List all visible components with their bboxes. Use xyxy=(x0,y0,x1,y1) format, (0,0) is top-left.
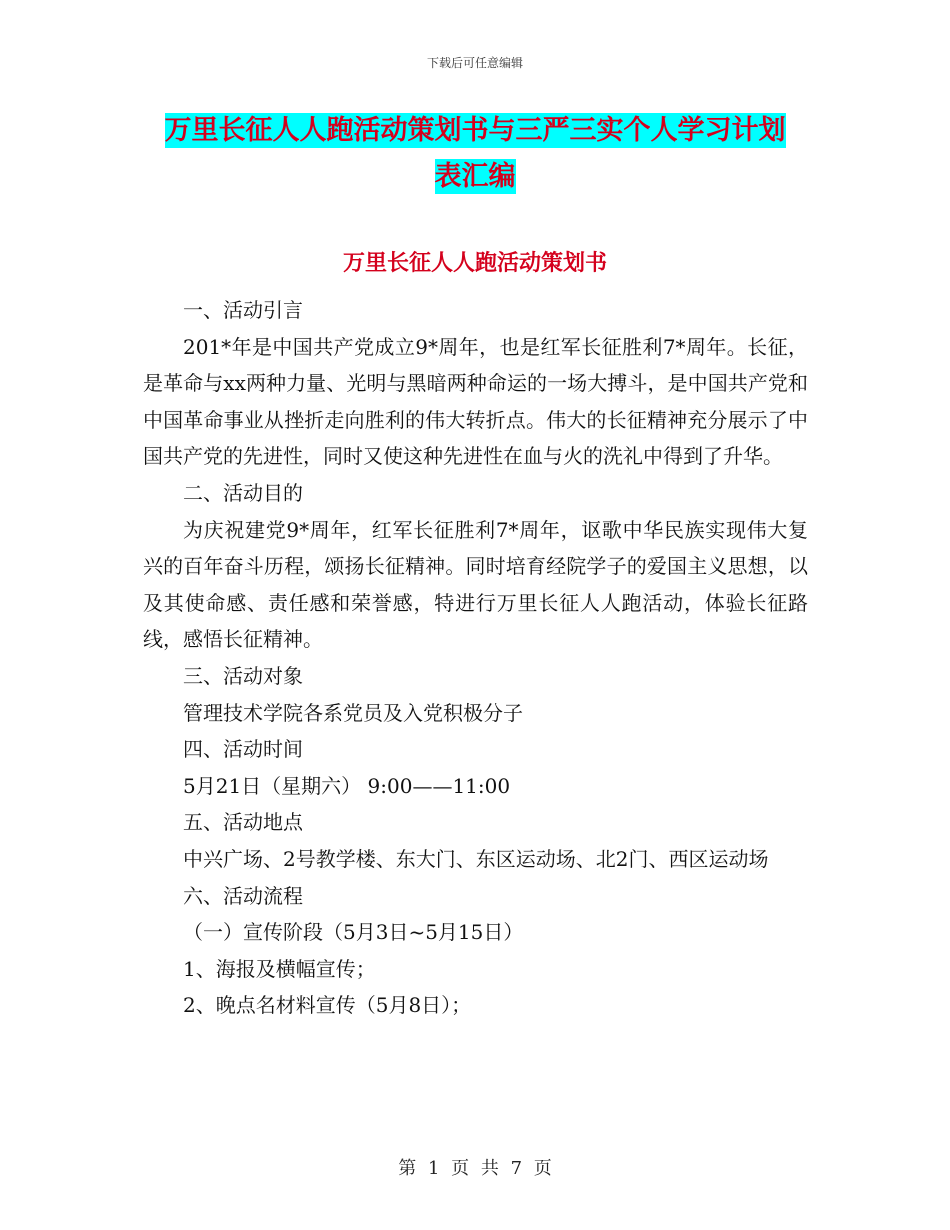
heading-time: 四、活动时间 xyxy=(183,737,303,762)
paragraph-stage-one: （一）宣传阶段（5月3日~5月15日） xyxy=(183,920,524,945)
document-title-line2: 表汇编 xyxy=(434,161,516,192)
paragraph-introduction: 201*年是中国共产党成立9*周年，也是红军长征胜利7*周年。长征，是革命与xx两种力量、光明与黑暗两种命运的一场大搏斗，是中国共产党和中国革命事业从挫折走向胜利的伟大转折点。伟大的长征精神充分展示了中国共产党的先进性，同时又使这种先进性在血与火的洗礼中得到了升华。 xyxy=(143,334,808,469)
paragraph-step-1: 1、海报及横幅宣传； xyxy=(183,956,376,981)
heading-location: 五、活动地点 xyxy=(183,810,303,835)
header-note: 下载后可任意编辑 xyxy=(426,56,523,70)
paragraph-step-2: 2、晚点名材料宣传（5月8日）； xyxy=(183,993,472,1018)
document-title-line1: 万里长征人人跑活动策划书与三严三实个人学习计划 xyxy=(164,115,786,146)
section-title: 万里长征人人跑活动策划书 xyxy=(342,251,607,276)
paragraph-location: 中兴广场、2号教学楼、东大门、东区运动场、北2门、西区运动场 xyxy=(183,846,769,871)
document-title xyxy=(140,108,810,200)
heading-purpose: 二、活动目的 xyxy=(183,480,303,505)
paragraph-time: 5月21日（星期六） 9:00——11:00 xyxy=(183,773,511,798)
page-footer: 第 1 页 共 7 页 xyxy=(398,1158,552,1179)
body-text xyxy=(143,292,808,1024)
heading-process: 六、活动流程 xyxy=(183,883,303,908)
heading-introduction: 一、活动引言 xyxy=(183,298,303,322)
heading-participants: 三、活动对象 xyxy=(183,663,303,688)
paragraph-purpose: 为庆祝建党9*周年，红军长征胜利7*周年，讴歌中华民族实现伟大复兴的百年奋斗历程，颂扬长征精神。同时培育经院学子的爱国主义思想，以及其使命感、责任感和荣誉感，特进行万里长征人人跑活动，体验长征路线，感悟长征精神。 xyxy=(143,517,808,652)
paragraph-participants: 管理技术学院各系党员及入党积极分子 xyxy=(183,700,523,725)
